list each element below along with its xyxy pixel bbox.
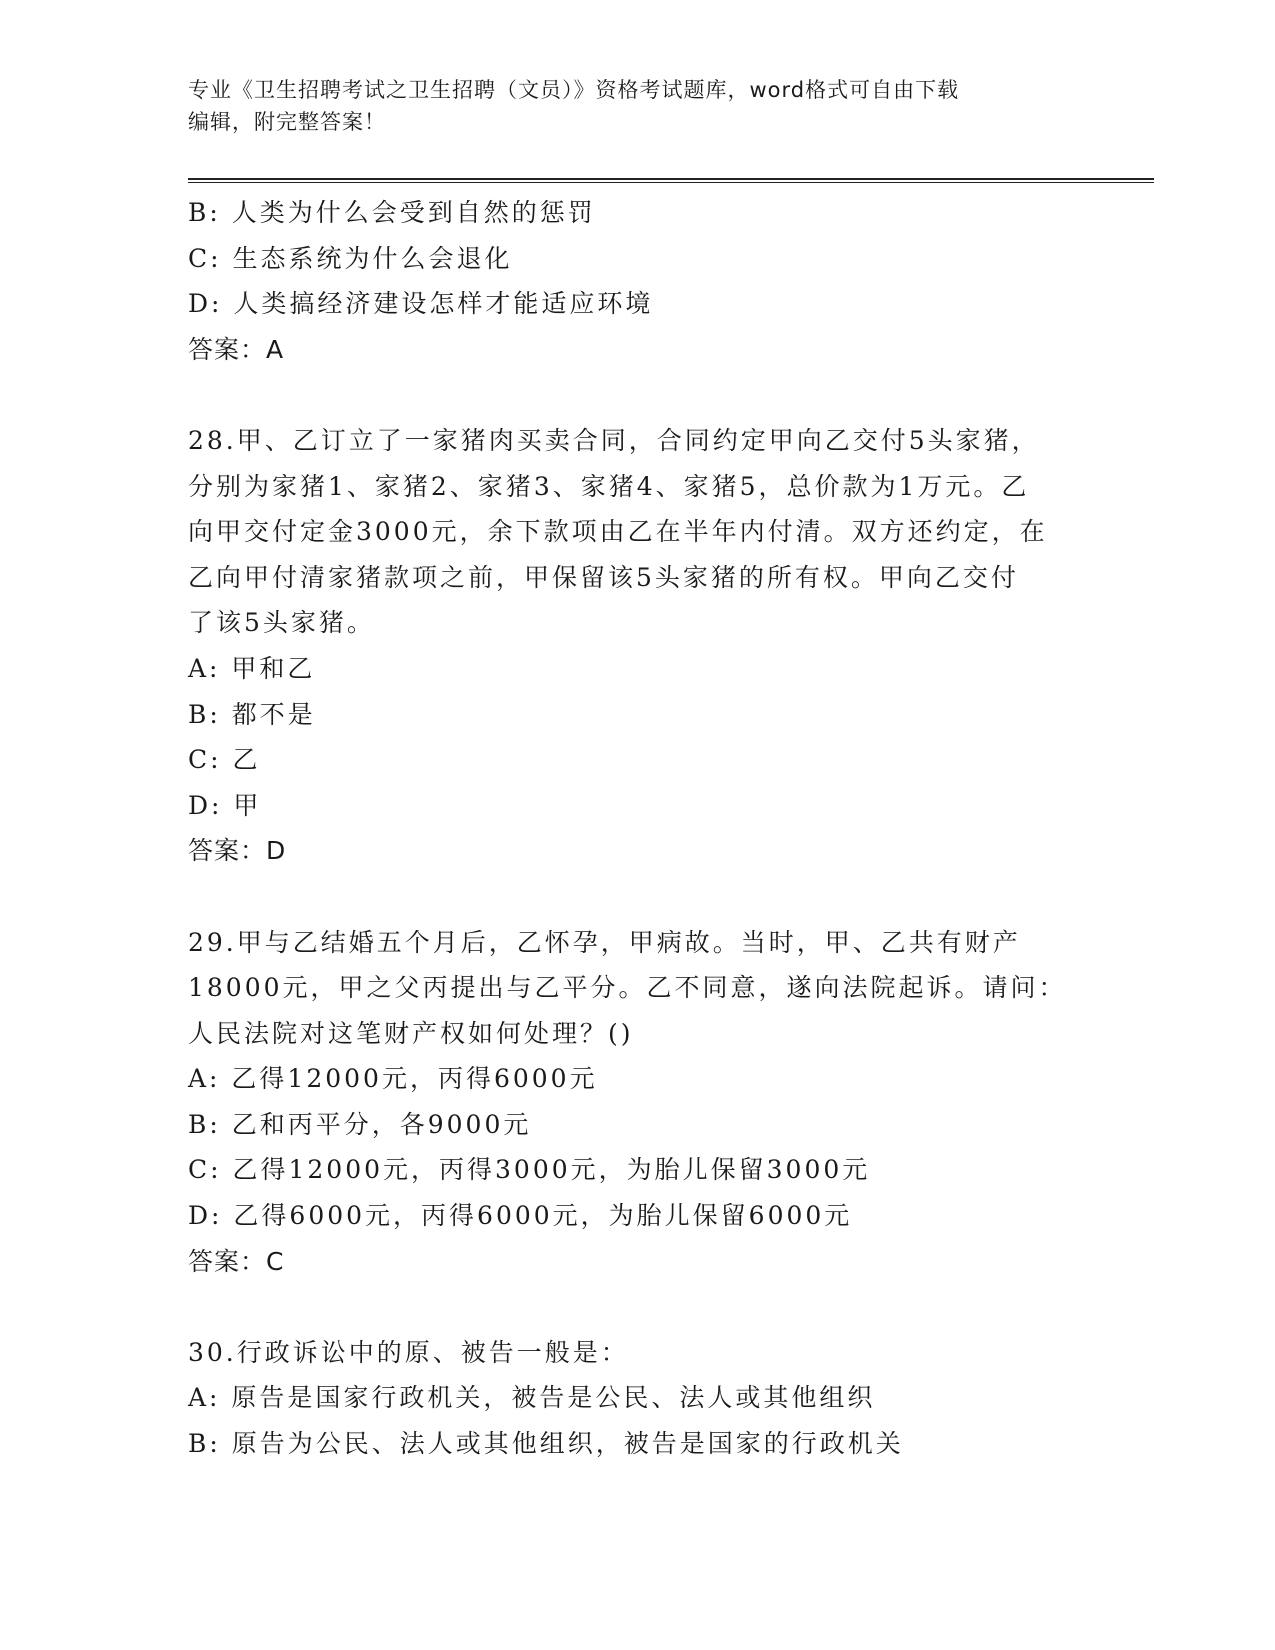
question-stem-line: 18000元，甲之父丙提出与乙平分。乙不同意，遂向法院起诉。请问： [188, 973, 1067, 1003]
answer-line: 答案：C [188, 1246, 285, 1276]
header-line-1: 专业《卫生招聘考试之卫生招聘（文员）》资格考试题库，word格式可自由下载 [188, 78, 960, 102]
option-c: C: 乙 [188, 745, 261, 775]
option-a: A: 乙得12000元，丙得6000元 [188, 1064, 598, 1094]
question-stem-line: 30.行政诉讼中的原、被告一般是： [188, 1337, 629, 1367]
option-d: D: 甲 [188, 790, 262, 820]
header-line-2: 编辑，附完整答案！ [188, 110, 386, 134]
option-a: A: 甲和乙 [188, 653, 316, 683]
option-b: B: 都不是 [188, 699, 316, 729]
question-stem-line: 乙向甲付清家猪款项之前，甲保留该5头家猪的所有权。甲向乙交付 [188, 562, 1019, 592]
option-b: B: 原告为公民、法人或其他组织，被告是国家的行政机关 [188, 1429, 904, 1459]
document-body [188, 190, 1088, 1467]
question-stem-line: 29.甲与乙结婚五个月后，乙怀孕，甲病故。当时，甲、乙共有财产 [188, 927, 1021, 957]
question-block-30 [188, 1330, 1088, 1467]
option-c: C: 生态系统为什么会退化 [188, 243, 513, 273]
option-a: A: 原告是国家行政机关，被告是公民、法人或其他组织 [188, 1383, 876, 1413]
option-c: C: 乙得12000元，丙得3000元，为胎儿保留3000元 [188, 1155, 871, 1185]
header-divider-thick [188, 178, 1154, 180]
question-stem-line: 28.甲、乙订立了一家猪肉买卖合同，合同约定甲向乙交付5头家猪， [188, 425, 1040, 455]
question-block-28 [188, 418, 1088, 874]
header-divider-thin [188, 182, 1154, 183]
question-stem-line: 分别为家猪1、家猪2、家猪3、家猪4、家猪5，总价款为1万元。乙 [188, 471, 1030, 501]
question-block-27 [188, 190, 1088, 372]
document-header [188, 74, 1088, 138]
question-stem-line: 向甲交付定金3000元，余下款项由乙在半年内付清。双方还约定，在 [188, 517, 1048, 547]
answer-line: 答案：D [188, 836, 287, 866]
option-b: B: 人类为什么会受到自然的惩罚 [188, 198, 596, 227]
option-d: D: 乙得6000元，丙得6000元，为胎儿保留6000元 [188, 1201, 853, 1231]
question-stem-line: 人民法院对这笔财产权如何处理？() [188, 1018, 634, 1048]
question-block-29 [188, 920, 1088, 1285]
answer-line: 答案：A [188, 334, 285, 364]
option-d: D: 人类搞经济建设怎样才能适应环境 [188, 289, 654, 319]
option-b: B: 乙和丙平分，各9000元 [188, 1109, 532, 1139]
question-stem-line: 了该5头家猪。 [188, 608, 375, 638]
